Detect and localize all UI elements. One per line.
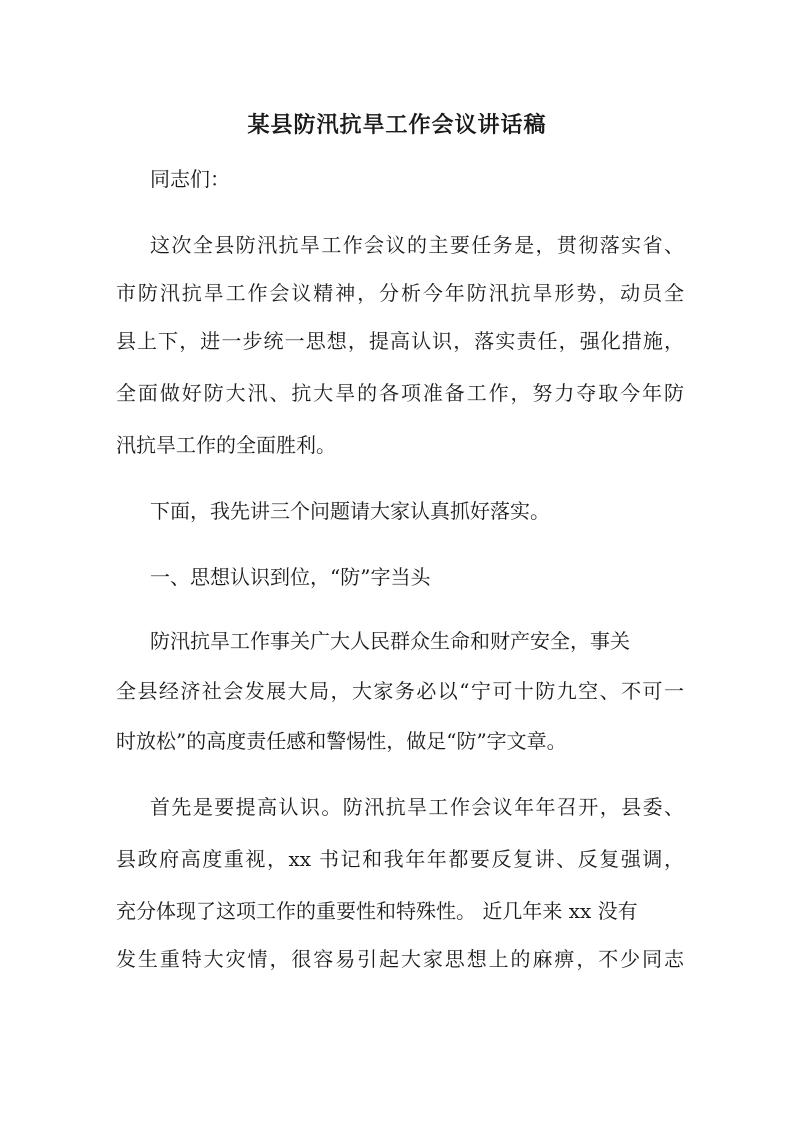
paragraph-line: 县上下，进一步统一思想，提高认识，落实责任，强化措施， (116, 329, 684, 353)
paragraph-line: 首先是要提高认识。防汛抗旱工作会议年年召开，县委、 (150, 795, 684, 819)
paragraph-line: 这次全县防汛抗旱工作会议的主要任务是，贯彻落实省、 (150, 233, 684, 257)
section-heading: 一、思想认识到位，“防”字当头 (150, 565, 431, 589)
paragraph-line: 防汛抗旱工作事关广大人民群众生命和财产安全，事关 (150, 629, 630, 653)
paragraph-line: 县政府高度重视，xx 书记和我年年都要反复讲、反复强调， (116, 847, 684, 871)
paragraph-line: 全面做好防大汛、抗大旱的各项准备工作，努力夺取今年防 (116, 381, 684, 405)
paragraph-line: 市防汛抗旱工作会议精神，分析今年防汛抗旱形势，动员全 (116, 281, 684, 305)
paragraph-line: 全县经济社会发展大局，大家务必以“宁可十防九空、不可一 (116, 679, 684, 703)
document-title: 某县防汛抗旱工作会议讲话稿 (247, 112, 547, 138)
paragraph-line: 发生重特大灾情，很容易引起大家思想上的麻痹，不少同志 (116, 947, 684, 971)
paragraph-line: 充分体现了这项工作的重要性和特殊性。 近几年来 xx 没有 (116, 899, 638, 923)
paragraph-line: 下面，我先讲三个问题请大家认真抓好落实。 (150, 499, 550, 523)
salutation: 同志们： (150, 167, 230, 191)
paragraph-line: 时放松”的高度责任感和警惕性，做足“防”字文章。 (116, 729, 567, 753)
paragraph-line: 汛抗旱工作的全面胜利。 (116, 433, 336, 457)
